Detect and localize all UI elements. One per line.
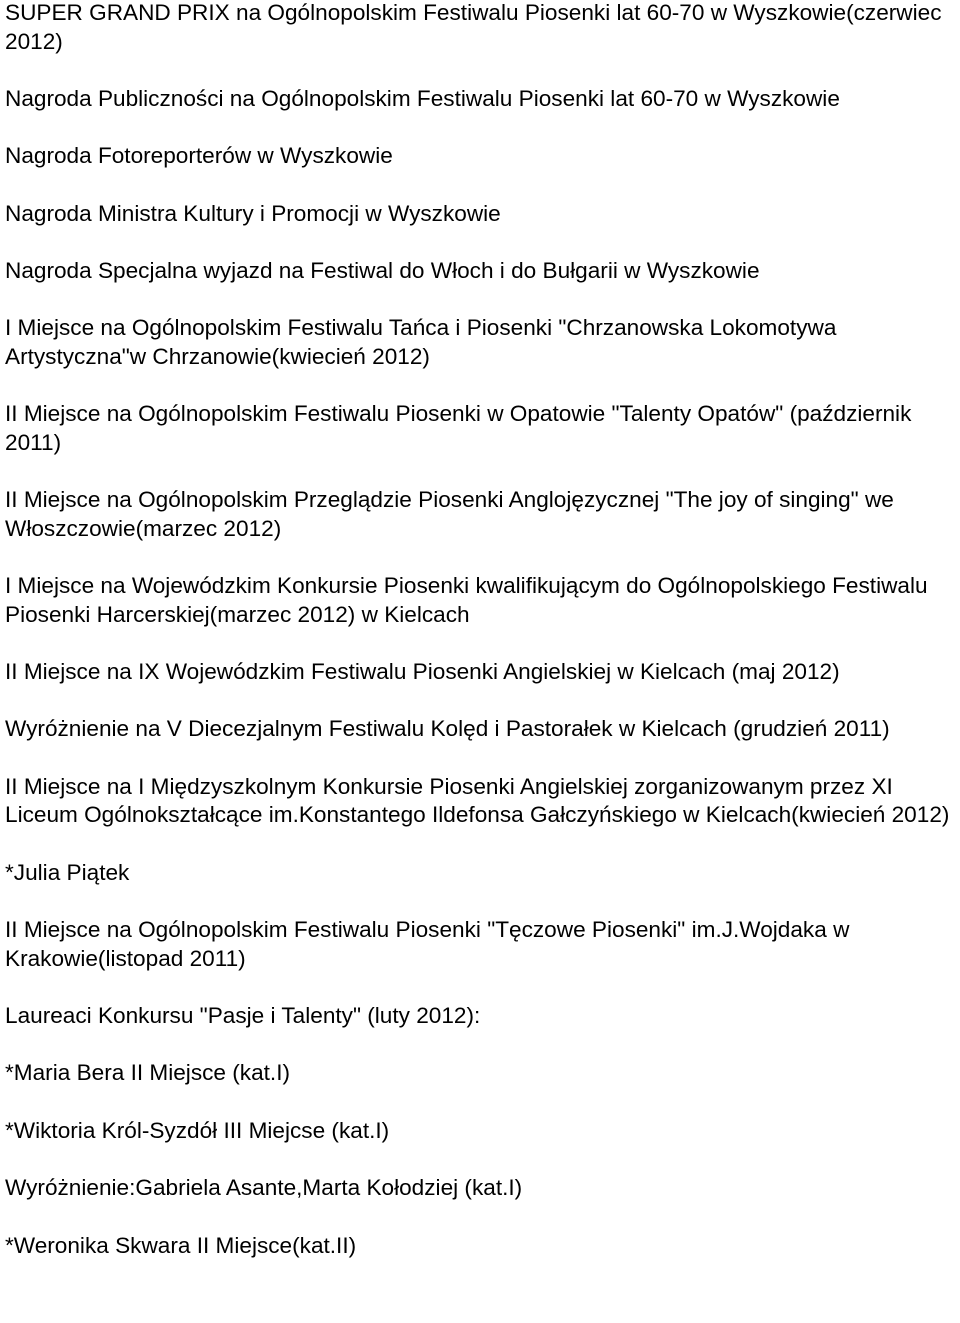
laureate-wiktoria: *Wiktoria Król-Syzdół III Miejcse (kat.I): [5, 1117, 390, 1143]
award-audience-prize: Nagroda Publiczności na Ogólnopolskim Festiwalu Piosenki lat 60-70 w Wyszkowie: [5, 85, 840, 111]
award-minister-prize: Nagroda Ministra Kultury i Promocji w Wyszkowie: [5, 200, 501, 226]
award-special-prize: Nagroda Specjalna wyjazd na Festiwal do Włoch i do Bułgarii w Wyszkowie: [5, 258, 760, 284]
award-opatow-second-place: II Miejsce na Ogólnopolskim Festiwalu Piosenki w Opatowie "Talenty Opatów" (październik 2011): [5, 401, 912, 455]
award-chrzanow-first-place: I Miejsce na Ogólnopolskim Festiwalu Tańca i Piosenki "Chrzanowska Lokomotywa Artystyczna"w Chrzanowie(kwiecień 2012): [5, 315, 837, 369]
award-super-grand-prix: SUPER GRAND PRIX na Ogólnopolskim Festiwalu Piosenki lat 60-70 w Wyszkowie(czerwiec 2012): [5, 0, 942, 54]
award-kielce-english-second-place: II Miejsce na IX Wojewódzkim Festiwalu Piosenki Angielskiej w Kielcach (maj 2012): [5, 659, 840, 685]
award-krakow-second-place: II Miejsce na Ogólnopolskim Festiwalu Piosenki "Tęczowe Piosenki" im.J.Wojdaka w Krakowie(listopad 2011): [5, 917, 850, 971]
award-interschool-second-place: II Miejsce na I Międzyszkolnym Konkursie Piosenki Angielskiej zorganizowanym przez XI Liceum Ogólnokształcące im.Konstantego Ildefonsa Gałczyńskiego w Kielcach(kwiecień 2012): [5, 773, 950, 828]
award-wloszczowa-second-place: II Miejsce na Ogólnopolskim Przeglądzie Piosenki Anglojęzycznej "The joy of singing" we Włoszczowie(marzec 2012): [5, 487, 894, 541]
award-carol-festival-distinction: Wyróżnienie na V Diecezjalnym Festiwalu Kolęd i Pastorałek w Kielcach (grudzień 2011): [5, 716, 890, 742]
laureate-distinctions: Wyróżnienie:Gabriela Asante,Marta Kołodziej (kat.I): [5, 1175, 523, 1201]
laureate-maria: *Maria Bera II Miejsce (kat.I): [5, 1060, 291, 1086]
award-photographers-prize: Nagroda Fotoreporterów w Wyszkowie: [5, 143, 393, 169]
laureate-weronika: *Weronika Skwara II Miejsce(kat.II): [5, 1232, 357, 1258]
contest-laureates-heading: Laureaci Konkursu "Pasje i Talenty" (luty 2012):: [5, 1002, 481, 1028]
student-name-julia: *Julia Piątek: [5, 859, 130, 885]
award-kielce-scout-first-place: I Miejsce na Wojewódzkim Konkursie Piosenki kwalifikującym do Ogólnopolskiego Festiwalu Piosenki Harcerskiej(marzec 2012) w Kielcach: [5, 573, 928, 627]
